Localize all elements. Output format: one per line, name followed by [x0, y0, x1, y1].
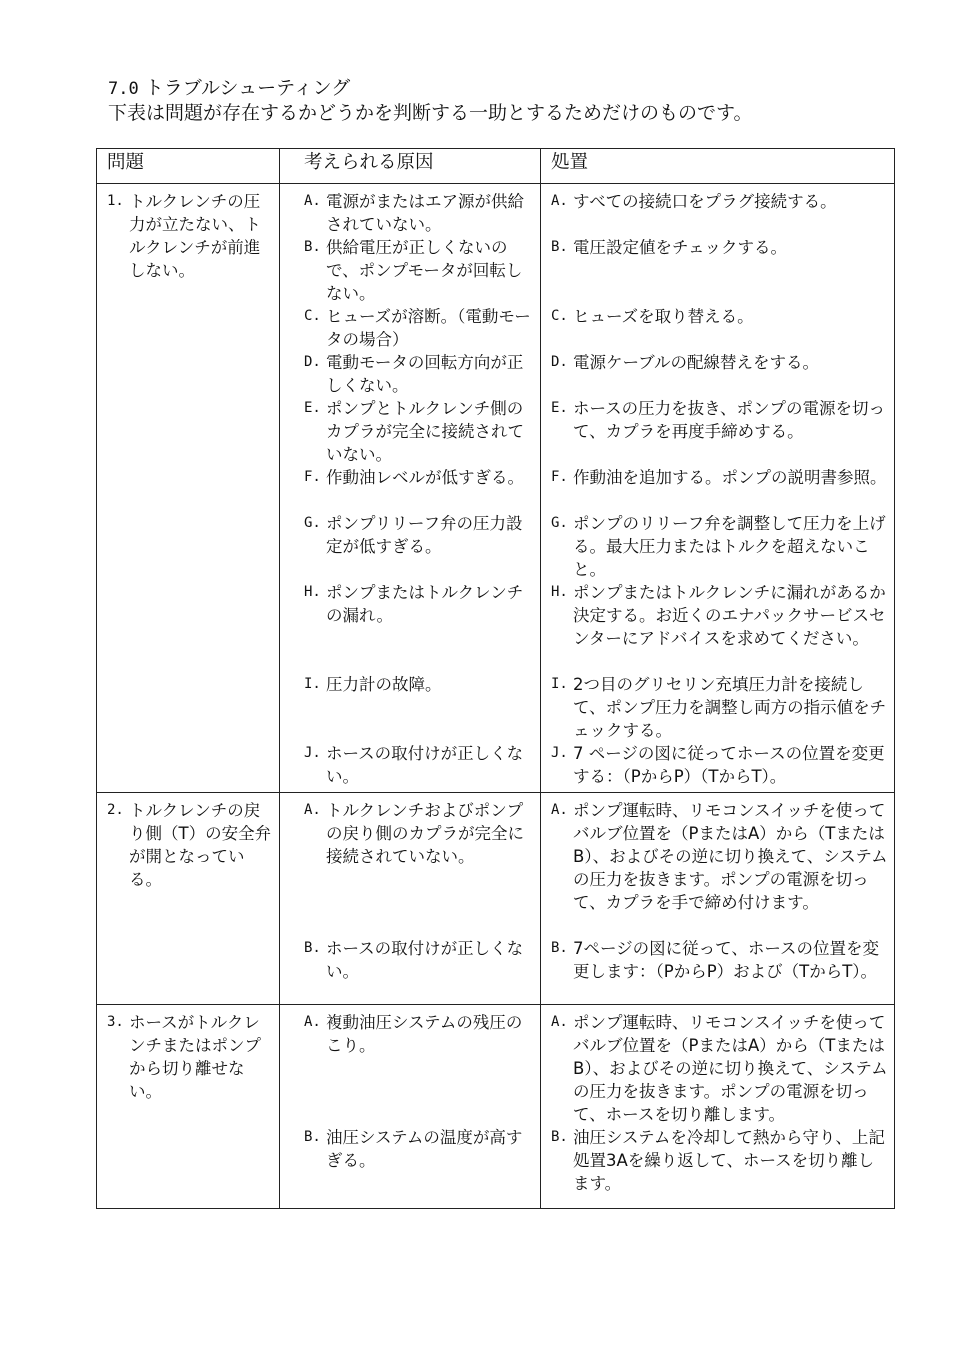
- item-label: D.: [551, 354, 568, 370]
- item-label: H.: [551, 584, 568, 600]
- action-cell: [541, 1005, 895, 1209]
- cause-text: ホースの取付けが正しくない。: [326, 744, 524, 786]
- item-label: A.: [551, 802, 568, 818]
- cause-text: 油圧システムの温度が高すぎる。: [326, 1128, 523, 1170]
- action-text: ポンプまたはトルクレンチに漏れがあるか決定する。お近くのエナパックサービスセンターにアドバイスを求めてください。: [573, 583, 886, 648]
- cause-text: ホースの取付けが正しくない。: [326, 939, 524, 981]
- item-label: F.: [304, 469, 321, 485]
- action-text: ヒューズを取り替える。: [573, 307, 754, 326]
- section-title: トラブルシューティング: [144, 77, 351, 99]
- item-label: E.: [551, 400, 568, 416]
- action-text: ポンプのリリーフ弁を調整して圧力を上げる。最大圧力またはトルクを超えないこと。: [573, 514, 886, 579]
- item-label: H.: [304, 584, 321, 600]
- cause-text: ポンプとトルクレンチ側のカプラが完全に接続されていない。: [326, 399, 524, 464]
- problem-cell: [97, 184, 280, 793]
- cause-text: 複動油圧システムの残圧のこり。: [326, 1013, 523, 1055]
- item-label: F.: [551, 469, 568, 485]
- table-row: [97, 1005, 895, 1209]
- header-problem: 問題: [97, 149, 280, 184]
- item-label: A.: [304, 802, 321, 818]
- item-label: 2.: [107, 802, 124, 818]
- cause-text: 電動モータの回転方向が正しくない。: [326, 353, 524, 395]
- troubleshooting-table: [96, 148, 895, 1209]
- item-label: B.: [551, 1129, 568, 1145]
- item-label: G.: [304, 515, 321, 531]
- cause-text: ヒューズが溶断。（電動モータの場合）: [326, 307, 531, 349]
- item-label: A.: [551, 193, 568, 209]
- cause-text: ポンプリリーフ弁の圧力設定が低すぎる。: [326, 514, 523, 556]
- action-text: 7ページの図に従って、ホースの位置を変更します：（PからP）および（TからT）。: [573, 939, 880, 981]
- cause-text: 圧力計の故障。: [326, 675, 442, 694]
- item-label: D.: [304, 354, 321, 370]
- problem-text: トルクレンチの圧力が立たない、トルクレンチが前進しない。: [129, 192, 261, 280]
- section-number: 7.0: [108, 79, 139, 99]
- section-heading: [108, 76, 350, 101]
- item-label: B.: [304, 1129, 321, 1145]
- item-label: I.: [551, 676, 568, 692]
- table-row: [97, 184, 895, 793]
- item-label: B.: [551, 239, 568, 255]
- problem-text: ホースがトルクレンチまたはポンプから切り離せない。: [129, 1013, 261, 1101]
- item-label: I.: [304, 676, 321, 692]
- header-action: 処置: [541, 149, 895, 184]
- action-text: ポンプ運転時、リモコンスイッチを使ってバルブ位置を（PまたはA）から（TまたはB）、およびその逆に切り換えて、システムの圧力を抜きます。ポンプの電源を切って、カプラを手で締め付けます。: [573, 801, 888, 912]
- cause-text: トルクレンチおよびポンプの戻り側のカプラが完全に接続されていない。: [326, 801, 524, 866]
- table-row: [97, 793, 895, 1005]
- item-label: B.: [304, 239, 321, 255]
- action-text: 2つ目のグリセリン充填圧力計を接続して、ポンプ圧力を調整し両方の指示値をチェックする。: [573, 675, 887, 740]
- cause-text: 作動油レベルが低すぎる。: [326, 468, 524, 487]
- item-label: A.: [551, 1014, 568, 1030]
- action-text: 7 ページの図に従ってホースの位置を変更する：（PからP）（TからT）。: [573, 744, 885, 786]
- cause-text: ポンプまたはトルクレンチの漏れ。: [326, 583, 524, 625]
- problem-text: トルクレンチの戻り側（T）の安全弁が開となっている。: [129, 801, 272, 889]
- problem-cell: [97, 1005, 280, 1209]
- action-text: ポンプ運転時、リモコンスイッチを使ってバルブ位置を（PまたはA）から（TまたはB）、およびその逆に切り換えて、システムの圧力を抜きます。ポンプの電源を切って、ホースを切り離します。: [573, 1013, 888, 1124]
- item-label: 3.: [107, 1014, 124, 1030]
- item-label: A.: [304, 1014, 321, 1030]
- item-label: B.: [551, 940, 568, 956]
- cause-cell: [280, 1005, 541, 1209]
- action-cell: [541, 184, 895, 793]
- cause-cell: [280, 184, 541, 793]
- item-label: G.: [551, 515, 568, 531]
- header-cause: 考えられる原因: [280, 149, 541, 184]
- cause-text: 供給電圧が正しくないので、ポンプモータが回転しない。: [326, 238, 523, 303]
- action-text: 電圧設定値をチェックする。: [573, 238, 788, 257]
- intro-text: 下表は問題が存在するかどうかを判断する一助とするためだけのものです。: [108, 102, 753, 124]
- action-text: 電源ケーブルの配線替えをする。: [573, 353, 820, 372]
- item-label: J.: [551, 745, 568, 761]
- table-header-row: [97, 149, 895, 184]
- cause-cell: [280, 793, 541, 1005]
- item-label: C.: [551, 308, 568, 324]
- action-text: ホースの圧力を抜き、ポンプの電源を切って、カプラを再度手締めする。: [573, 399, 886, 441]
- action-text: 油圧システムを冷却して熱から守り、上記処置3Aを繰り返して、ホースを切り離します。: [573, 1128, 885, 1193]
- problem-cell: [97, 793, 280, 1005]
- item-label: B.: [304, 940, 321, 956]
- item-label: J.: [304, 745, 321, 761]
- action-cell: [541, 793, 895, 1005]
- action-text: すべての接続口をプラグ接続する。: [573, 192, 837, 211]
- item-label: 1.: [107, 193, 124, 209]
- item-label: A.: [304, 193, 321, 209]
- item-label: E.: [304, 400, 321, 416]
- cause-text: 電源がまたはエア源が供給されていない。: [326, 192, 524, 234]
- item-label: C.: [304, 308, 321, 324]
- action-text: 作動油を追加する。ポンプの説明書参照。: [573, 468, 887, 487]
